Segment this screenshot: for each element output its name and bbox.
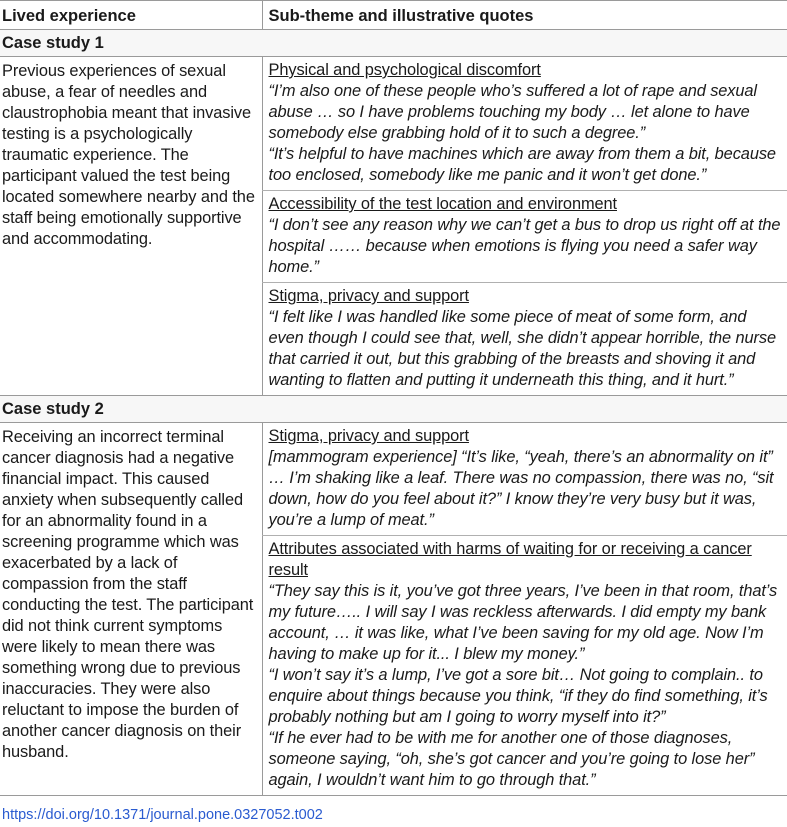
header-lived-experience: Lived experience [0,1,262,30]
case-2-subtheme-1 [262,423,787,536]
subtheme-title: Attributes associated with harms of waiting for or receiving a cancer result [268,540,752,579]
quote: “If he ever had to be with me for another one of those diagnoses, someone saying, “oh, she’s got cancer and you’re going to lose her” again, I wouldn’t want him to go through that.” [268,729,755,789]
subtheme-title: Physical and psychological discomfort [268,61,541,79]
case-2-subtheme-2 [262,536,787,796]
quote: “It’s helpful to have machines which are away from them a bit, because too enclosed, somebody like me panic and it won’t get done.” [268,145,776,184]
case-1-subtheme-1 [262,57,787,191]
case-1-row-a [0,57,787,191]
case-2-row-a [0,423,787,536]
doi-link[interactable]: https://doi.org/10.1371/journal.pone.0327052.t002 [2,807,323,823]
case-study-2-row [0,396,787,423]
subtheme-title: Stigma, privacy and support [268,287,469,305]
quote: “I don’t see any reason why we can’t get a bus to drop us right off at the hospital …… because when emotions is flying you need a safer way home.” [268,216,781,276]
quote: [mammogram experience] “It’s like, “yeah, there’s an abnormality on it” … I’m shaking like a leaf. There was no compassion, there was no, “sit down, how do you feel about it?” I know they’re very busy but it was, you’re a lump of meat.” [268,448,774,529]
subtheme-title: Accessibility of the test location and environment [268,195,617,213]
subtheme-title: Stigma, privacy and support [268,427,469,445]
header-subtheme-quotes: Sub-theme and illustrative quotes [262,1,787,30]
quote: “I’m also one of these people who’s suffered a lot of rape and sexual abuse … so I have problems touching my body … let alone to have somebody else grabbing hold of it to such a degree.” [268,82,757,142]
case-1-lived-experience: Previous experiences of sexual abuse, a fear of needles and claustrophobia meant that invasive testing is a psychologically traumatic experience. The participant valued the test being located somewhere nearby and the staff being emotionally supportive and accommodating. [0,57,262,396]
header-row [0,1,787,30]
case-2-lived-experience: Receiving an incorrect terminal cancer diagnosis had a negative financial impact. This caused anxiety when subsequently called for an abnormality found in a screening programme which was exacerbated by a lack of compassion from the staff conducting the test. The participant did not think current symptoms were likely to mean there was something wrong due to previous inaccuracies. They were also reluctant to impose the burden of another cancer diagnosis on their husband. [0,423,262,796]
quote: “I felt like I was handled like some piece of meat of some form, and even though I could see that, well, she didn’t appear horrible, the nurse that carried it out, but this grabbing of the breasts and shoving it and wanting to flatten and putting it underneath this thing, and it hurt.” [268,308,777,389]
case-study-1-row [0,30,787,57]
quote: “I won’t say it’s a lump, I’ve got a sore bit… Not going to complain.. to enquire about things because you think, “if they do find something, it’s probably nothing but am I going to worry myself into it?” [268,666,768,726]
quote: “They say this is it, you’ve got three years, I’ve been in that room, that’s my future….. I will say I was reckless afterwards. I did empty my bank account, … it was like, what I’ve been saving for my old age. Now I’m having to make up for it... I blew my money.” [268,582,778,663]
case-1-subtheme-3 [262,283,787,396]
case-study-1-title: Case study 1 [0,30,787,57]
case-1-subtheme-2 [262,191,787,283]
case-study-2-title: Case study 2 [0,396,787,423]
